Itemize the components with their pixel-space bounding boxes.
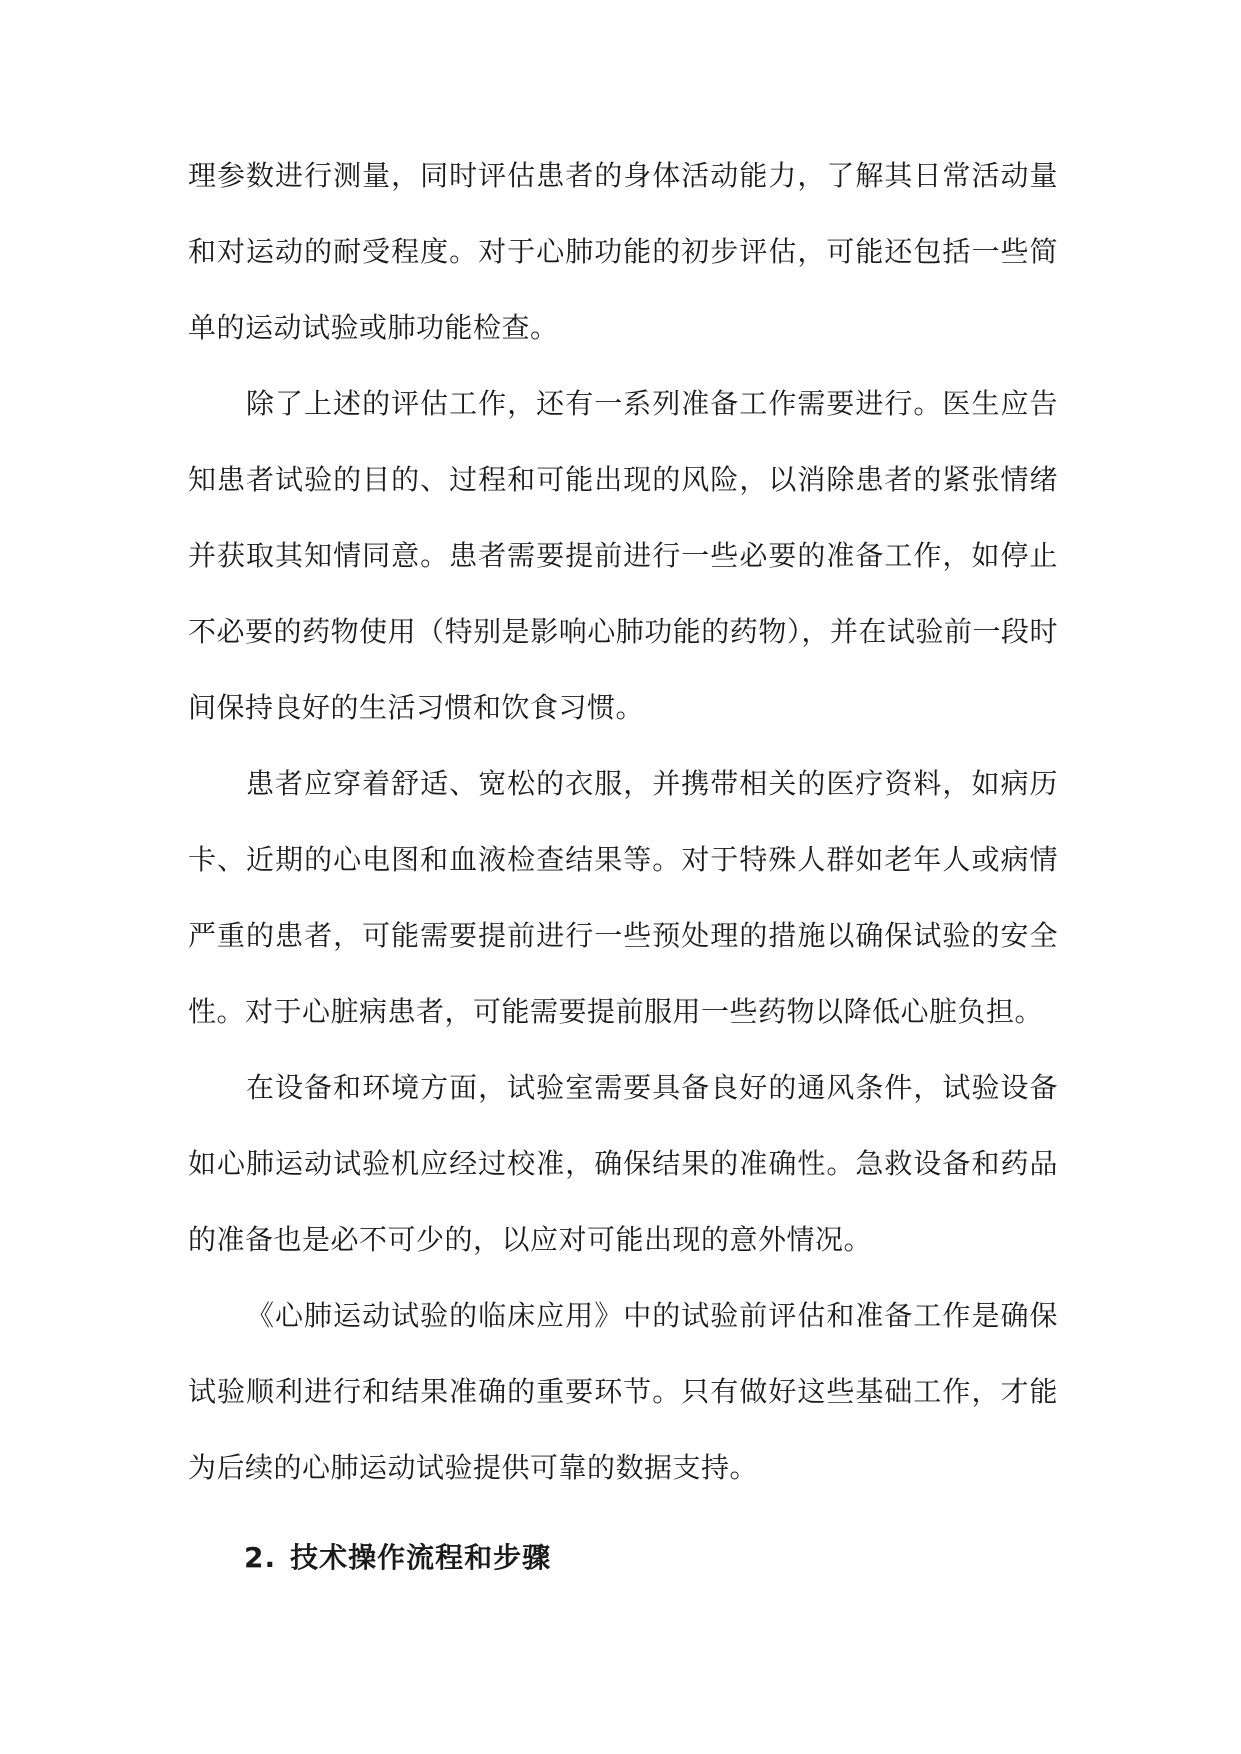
section-number: 2. [244,1541,277,1574]
section-title: 技术操作流程和步骤 [290,1541,552,1574]
document-body [188,138,1058,1506]
paragraph-equipment-environment: 在设备和环境方面，试验室需要具备良好的通风条件，试验设备如心肺运动试验机应经过校准，确保结果的准确性。急救设备和药品的准备也是必不可少的，以应对可能出现的意外情况。 [188,1071,1058,1256]
paragraph-patient-attire: 患者应穿着舒适、宽松的衣服，并携带相关的医疗资料，如病历卡、近期的心电图和血液检查结果等。对于特殊人群如老年人或病情严重的患者，可能需要提前进行一些预处理的措施以确保试验的安全性。对于心脏病患者，可能需要提前服用一些药物以降低心脏负担。 [188,767,1058,1028]
paragraph-preparation-work: 除了上述的评估工作，还有一系列准备工作需要进行。医生应告知患者试验的目的、过程和可能出现的风险，以消除患者的紧张情绪并获取其知情同意。患者需要提前进行一些必要的准备工作，如停止不必要的药物使用（特别是影响心肺功能的药物），并在试验前一段时间保持良好的生活习惯和饮食习惯。 [188,387,1058,724]
paragraph-summary: 《心肺运动试验的临床应用》中的试验前评估和准备工作是确保试验顺利进行和结果准确的重要环节。只有做好这些基础工作，才能为后续的心肺运动试验提供可靠的数据支持。 [188,1299,1058,1484]
paragraph-assessment-continued: 理参数进行测量，同时评估患者的身体活动能力，了解其日常活动量和对运动的耐受程度。对于心肺功能的初步评估，可能还包括一些简单的运动试验或肺功能检查。 [188,159,1058,344]
section-heading [244,1536,551,1580]
